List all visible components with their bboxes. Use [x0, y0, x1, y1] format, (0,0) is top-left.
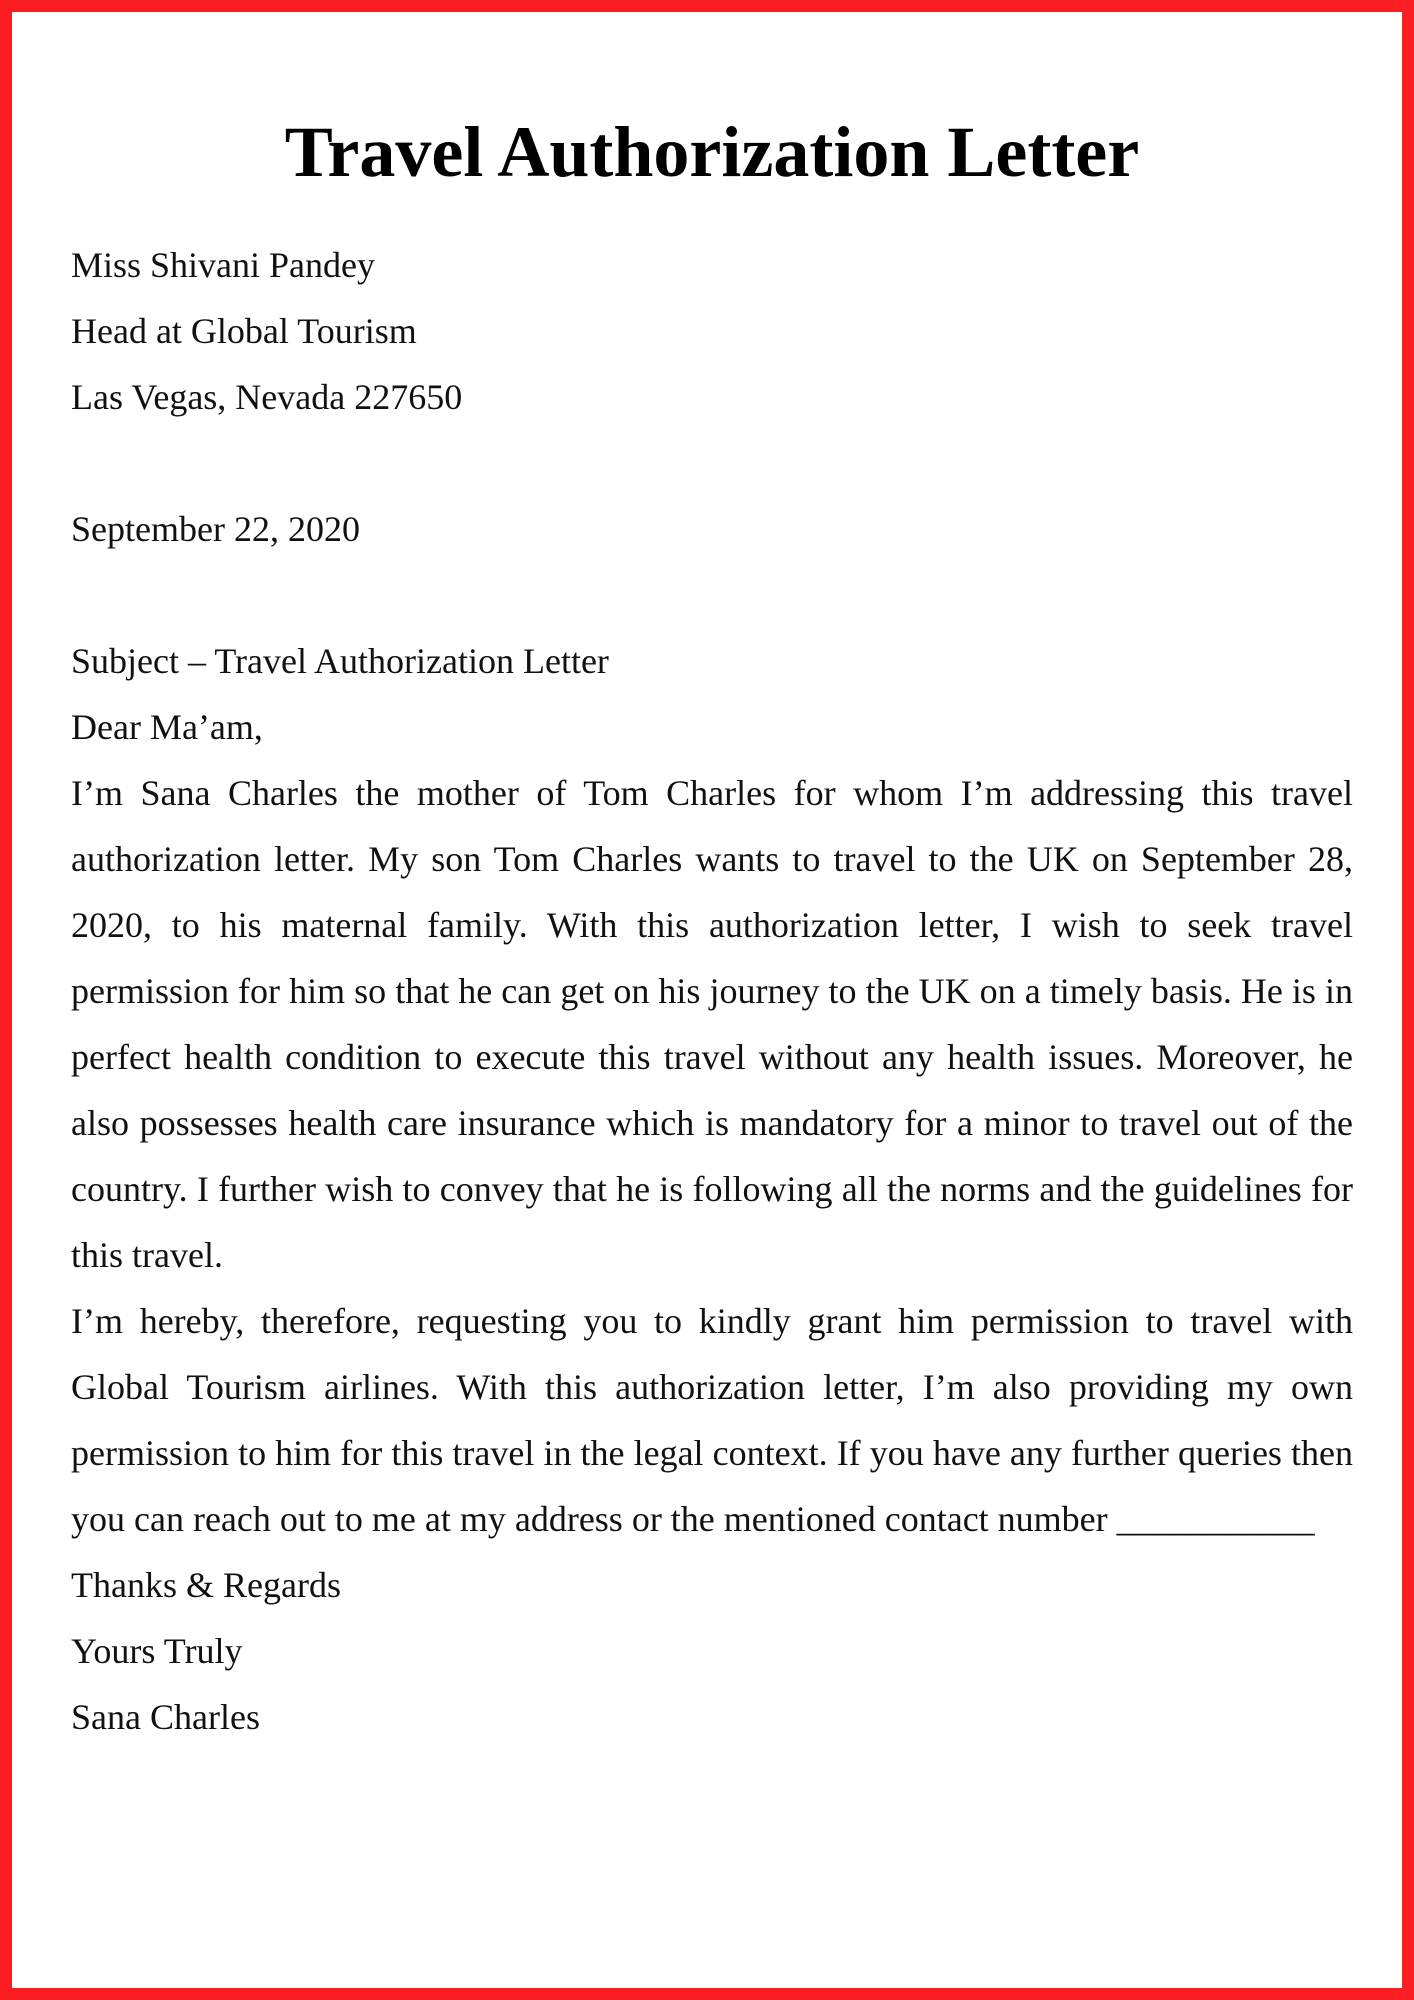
recipient-position: Head at Global Tourism	[71, 311, 417, 351]
body-paragraph-2: I’m hereby, therefore, requesting you to kindly grant him permission to travel with Global Tourism airlines. With this authorization letter, I’m also providing my own permission to him for this travel in the legal context. If you have any further queries then you can reach out to me at my address or the mentioned contact number ___________	[71, 1301, 1353, 1539]
closing: Thanks & Regards	[71, 1565, 341, 1605]
spacer	[71, 562, 1353, 628]
letter-subject: Subject – Travel Authorization Letter	[71, 641, 609, 681]
body-paragraph-1: I’m Sana Charles the mother of Tom Charles for whom I’m addressing this travel authorization letter. My son Tom Charles wants to travel to the UK on September 28, 2020, to his maternal family. With this authorization letter, I wish to seek travel permission for him so that he can get on his journey to the UK on a timely basis. He is in perfect health condition to execute this travel without any health issues. Moreover, he also possesses health care insurance which is mandatory for a minor to travel out of the country. I further wish to convey that he is following all the norms and the guidelines for this travel.	[71, 773, 1353, 1275]
signature-name: Sana Charles	[71, 1697, 260, 1737]
letter-title: Travel Authorization Letter	[284, 112, 1140, 192]
sign-off: Yours Truly	[71, 1631, 243, 1671]
recipient-name: Miss Shivani Pandey	[71, 245, 376, 285]
letter-body	[71, 72, 1353, 1750]
recipient-address: Las Vegas, Nevada 227650	[71, 377, 463, 417]
spacer	[71, 430, 1353, 496]
letter-date: September 22, 2020	[71, 509, 360, 549]
salutation: Dear Ma’am,	[71, 707, 263, 747]
